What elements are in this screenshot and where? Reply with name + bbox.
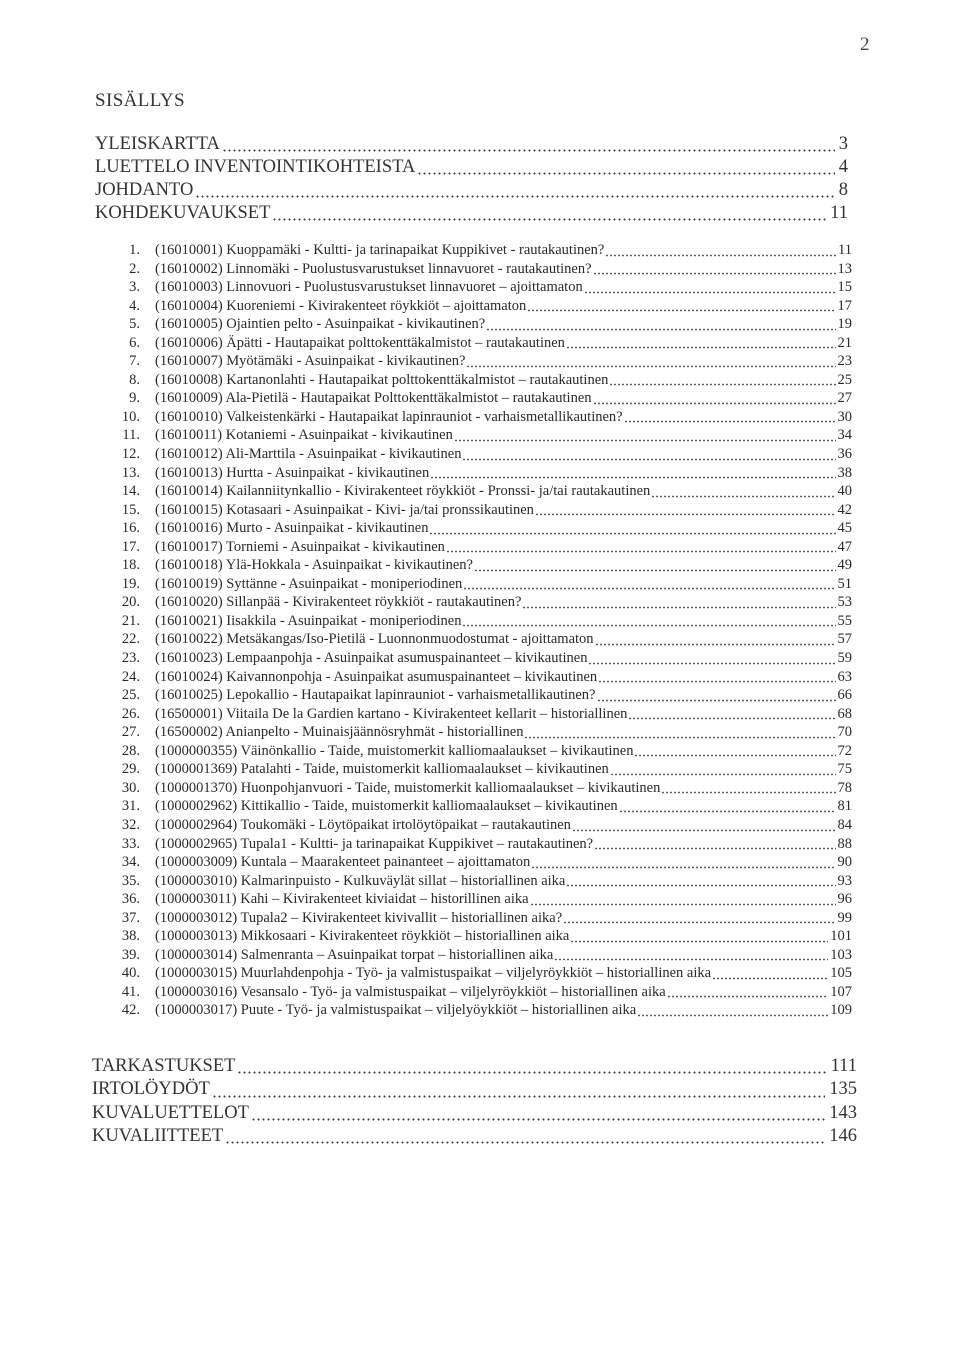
entry-number: 12. bbox=[121, 446, 140, 463]
entry-number: 23. bbox=[121, 650, 140, 667]
dot-leader bbox=[522, 593, 835, 612]
entry-page-number: 11 bbox=[838, 242, 852, 258]
entry-title: (16010011) Kotaniemi - Asuinpaikat - kivikautinen bbox=[155, 427, 453, 444]
entry-page-number: 99 bbox=[837, 909, 852, 926]
entry-page-number: 105 bbox=[830, 965, 852, 982]
section-page-number: 3 bbox=[838, 134, 848, 154]
toc-entry bbox=[110, 426, 852, 445]
dot-leader bbox=[563, 909, 835, 928]
entry-title: (1000002965) Tupala1 - Kultti- ja tarinapaikat Kuppikivet – rautakautinen? bbox=[155, 835, 594, 852]
entry-number: 11. bbox=[122, 427, 140, 444]
dot-leader bbox=[554, 946, 828, 965]
entry-page-number: 36 bbox=[837, 446, 852, 463]
toc-entry bbox=[110, 964, 852, 983]
entry-page-number: 21 bbox=[837, 334, 852, 351]
entry-title: (16010004) Kuoreniemi - Kivirakenteet röykkiöt – ajoittamaton bbox=[155, 297, 527, 314]
dot-leader bbox=[225, 1125, 825, 1148]
entry-title: (16010003) Linnovuori - Puolustusvarustukset linnavuoret – ajoittamaton bbox=[155, 279, 583, 296]
dot-leader bbox=[593, 389, 836, 408]
dot-leader bbox=[609, 371, 835, 390]
entry-page-number: 49 bbox=[837, 557, 852, 574]
dot-leader bbox=[530, 890, 836, 909]
entry-number: 14. bbox=[121, 483, 140, 500]
section-title: KOHDEKUVAUKSET bbox=[95, 203, 271, 223]
dot-leader bbox=[628, 705, 835, 724]
entry-title: (16010009) Ala-Pietilä - Hautapaikat Polttokenttäkalmistot – rautakautinen bbox=[155, 390, 592, 407]
entry-page-number: 34 bbox=[837, 427, 852, 444]
entry-number: 16. bbox=[121, 520, 140, 537]
entry-number: 17. bbox=[121, 538, 140, 555]
entry-title: (1000003017) Puute - Työ- ja valmistuspaikat – viljelyöykkiöt – historiallinen aika bbox=[155, 1002, 637, 1019]
entry-page-number: 96 bbox=[837, 891, 852, 908]
entry-title: (1000003016) Vesansalo - Työ- ja valmistuspaikat – viljelyröykkiöt – historiallinen aika bbox=[155, 983, 666, 1000]
entry-title: (16010018) Ylä-Hokkala - Asuinpaikat - kivikautinen? bbox=[155, 557, 473, 574]
section-page-number: 8 bbox=[838, 180, 848, 200]
toc-entry bbox=[110, 445, 852, 464]
entry-title: (1000002964) Toukomäki - Löytöpaikat irtolöytöpaikat – rautakautinen bbox=[155, 816, 571, 833]
entry-title: (16010019) Syttänne - Asuinpaikat - moniperiodinen bbox=[155, 575, 463, 592]
entry-page-number: 13 bbox=[837, 260, 852, 277]
toc-section-row bbox=[95, 202, 848, 225]
entry-page-number: 30 bbox=[837, 408, 852, 425]
dot-leader bbox=[535, 501, 836, 520]
entry-title: (16010002) Linnomäki - Puolustusvarustukset linnavuoret - rautakautinen? bbox=[155, 260, 592, 277]
toc-entry bbox=[110, 389, 852, 408]
dot-leader bbox=[634, 742, 835, 761]
dot-leader bbox=[624, 408, 836, 427]
entry-title: (1000003012) Tupala2 – Kivirakenteet kivivallit – historiallinen aika? bbox=[155, 909, 563, 926]
entry-number: 3. bbox=[129, 279, 140, 296]
toc-entry bbox=[110, 649, 852, 668]
entry-page-number: 51 bbox=[837, 575, 852, 592]
entry-number: 5. bbox=[129, 316, 140, 333]
toc-entry bbox=[110, 278, 852, 297]
toc-entry bbox=[110, 797, 852, 816]
entry-number: 6. bbox=[129, 334, 140, 351]
section-title: KUVALUETTELOT bbox=[92, 1102, 249, 1123]
entry-title: (1000003010) Kalmarinpuisto - Kulkuväylät sillat – historiallinen aika bbox=[155, 872, 566, 889]
dot-leader bbox=[667, 983, 829, 1002]
toc-entry bbox=[110, 575, 852, 594]
dot-leader bbox=[593, 260, 836, 279]
toc-entry bbox=[110, 760, 852, 779]
entry-title: (16010007) Myötämäki - Asuinpaikat - kivikautinen? bbox=[155, 353, 466, 370]
toc-entry bbox=[110, 408, 852, 427]
entry-title: (16500001) Viitaila De la Gardien kartano - Kivirakenteet kellarit – historiallinen bbox=[155, 705, 628, 722]
entry-title: (16010006) Äpätti - Hautapaikat polttokenttäkalmistot – rautakautinen bbox=[155, 334, 565, 351]
entry-number: 26. bbox=[121, 705, 140, 722]
dot-leader bbox=[463, 575, 835, 594]
dot-leader bbox=[524, 723, 835, 742]
dot-leader bbox=[610, 760, 836, 779]
dot-leader bbox=[251, 1102, 825, 1125]
toc-entry bbox=[110, 946, 852, 965]
toc-entry bbox=[110, 853, 852, 872]
entry-title: (16010001) Kuoppamäki - Kultti- ja tarinapaikat Kuppikivet - rautakautinen? bbox=[155, 242, 605, 258]
dot-leader bbox=[462, 445, 835, 464]
entry-number: 33. bbox=[121, 835, 140, 852]
entry-title: (16010025) Lepokallio - Hautapaikat lapinrauniot - varhaismetallikautinen? bbox=[155, 687, 596, 704]
entry-number: 32. bbox=[121, 816, 140, 833]
entry-page-number: 81 bbox=[837, 798, 852, 815]
toc-entry bbox=[110, 241, 852, 260]
entry-number: 13. bbox=[121, 464, 140, 481]
entry-title: (16010005) Ojaintien pelto - Asuinpaikat - kivikautinen? bbox=[155, 316, 486, 333]
entry-page-number: 45 bbox=[837, 520, 852, 537]
dot-leader bbox=[588, 649, 835, 668]
dot-leader bbox=[661, 779, 835, 798]
dot-leader bbox=[598, 668, 835, 687]
dot-leader bbox=[429, 519, 835, 538]
toc-entry bbox=[110, 909, 852, 928]
entry-title: (16500002) Anianpelto - Muinaisjäännösryhmät - historiallinen bbox=[155, 724, 524, 741]
entry-page-number: 27 bbox=[837, 390, 852, 407]
toc-entry bbox=[110, 464, 852, 483]
dot-leader bbox=[712, 964, 828, 983]
toc-heading: SISÄLLYS bbox=[95, 90, 185, 111]
entry-page-number: 109 bbox=[830, 1002, 852, 1019]
entry-page-number: 72 bbox=[837, 742, 852, 759]
dot-leader bbox=[486, 315, 835, 334]
toc-section-row bbox=[92, 1055, 857, 1078]
entry-page-number: 47 bbox=[837, 538, 852, 555]
entry-title: (16010022) Metsäkangas/Iso-Pietilä - Luonnonmuodostumat - ajoittamaton bbox=[155, 631, 594, 648]
dot-leader bbox=[212, 1078, 825, 1101]
entry-title: (1000003013) Mikkosaari - Kivirakenteet röykkiöt – historiallinen aika bbox=[155, 928, 570, 945]
entry-title: (16010024) Kaivannonpohja - Asuinpaikat asumuspainanteet – kivikautinen bbox=[155, 668, 598, 685]
entry-page-number: 68 bbox=[837, 705, 852, 722]
entry-number: 8. bbox=[129, 371, 140, 388]
dot-leader bbox=[584, 278, 836, 297]
entry-title: (1000002962) Kittikallio - Taide, muistomerkit kalliomaalaukset – kivikautinen bbox=[155, 798, 618, 815]
dot-leader bbox=[566, 872, 835, 891]
dot-leader bbox=[637, 1001, 828, 1020]
entry-number: 28. bbox=[121, 742, 140, 759]
toc-entry bbox=[110, 556, 852, 575]
entry-number: 38. bbox=[121, 928, 140, 945]
entry-title: (16010021) Iisakkila - Asuinpaikat - moniperiodinen bbox=[155, 612, 462, 629]
entry-page-number: 25 bbox=[837, 371, 852, 388]
entry-number: 4. bbox=[129, 297, 140, 314]
section-title: JOHDANTO bbox=[95, 180, 194, 200]
entry-number: 20. bbox=[121, 594, 140, 611]
entry-page-number: 93 bbox=[837, 872, 852, 889]
entry-page-number: 84 bbox=[837, 816, 852, 833]
dot-leader bbox=[446, 538, 836, 557]
toc-section-row bbox=[92, 1125, 857, 1148]
toc-entry bbox=[110, 482, 852, 501]
entry-number: 24. bbox=[121, 668, 140, 685]
entry-number: 1. bbox=[129, 242, 140, 258]
dot-leader bbox=[527, 297, 835, 316]
entry-number: 41. bbox=[121, 983, 140, 1000]
toc-entry bbox=[110, 742, 852, 761]
dot-leader bbox=[195, 179, 834, 202]
entry-title: (1000000355) Väinönkallio - Taide, muistomerkit kalliomaalaukset – kivikautinen bbox=[155, 742, 634, 759]
toc-entry bbox=[110, 260, 852, 279]
entry-number: 39. bbox=[121, 946, 140, 963]
entry-page-number: 66 bbox=[837, 687, 852, 704]
entry-number: 42. bbox=[121, 1002, 140, 1019]
toc-entry bbox=[110, 723, 852, 742]
section-title: LUETTELO INVENTOINTIKOHTEISTA bbox=[95, 157, 416, 177]
dot-leader bbox=[222, 133, 835, 156]
entry-page-number: 40 bbox=[837, 483, 852, 500]
dot-leader bbox=[619, 797, 836, 816]
toc-section-row bbox=[95, 179, 848, 202]
entry-title: (1000001370) Huonpohjanvuori - Taide, muistomerkit kalliomaalaukset – kivikautinen bbox=[155, 779, 661, 796]
section-title: IRTOLÖYDÖT bbox=[92, 1079, 210, 1100]
entry-page-number: 53 bbox=[837, 594, 852, 611]
entry-number: 35. bbox=[121, 872, 140, 889]
toc-section-row bbox=[92, 1078, 857, 1101]
toc-entry bbox=[110, 890, 852, 909]
entry-number: 31. bbox=[121, 798, 140, 815]
entry-number: 40. bbox=[121, 965, 140, 982]
entry-number: 25. bbox=[121, 687, 140, 704]
site-entries-list bbox=[110, 241, 852, 1020]
toc-entry bbox=[110, 686, 852, 705]
toc-entry bbox=[110, 1001, 852, 1020]
appendix-sections-list bbox=[92, 1055, 857, 1148]
dot-leader bbox=[237, 1055, 826, 1078]
dot-leader bbox=[531, 853, 835, 872]
entry-title: (16010010) Valkeistenkärki - Hautapaikat lapinrauniot - varhaismetallikautinen? bbox=[155, 408, 623, 425]
entry-page-number: 88 bbox=[837, 835, 852, 852]
dot-leader bbox=[651, 482, 835, 501]
toc-entry bbox=[110, 705, 852, 724]
dot-leader bbox=[417, 156, 834, 179]
entry-title: (16010017) Torniemi - Asuinpaikat - kivikautinen bbox=[155, 538, 445, 555]
entry-title: (16010016) Murto - Asuinpaikat - kivikautinen bbox=[155, 520, 429, 537]
entry-title: (1000003015) Muurlahdenpohja - Työ- ja valmistuspaikat – viljelyröykkiöt – historiallinen aika bbox=[155, 965, 712, 982]
entry-number: 9. bbox=[129, 390, 140, 407]
entry-page-number: 90 bbox=[837, 854, 852, 871]
dot-leader bbox=[572, 816, 836, 835]
section-page-number: 111 bbox=[830, 1056, 857, 1076]
toc-section-row bbox=[92, 1102, 857, 1125]
entry-number: 27. bbox=[121, 724, 140, 741]
section-page-number: 143 bbox=[829, 1102, 857, 1123]
dot-leader bbox=[466, 352, 835, 371]
toc-entry bbox=[110, 835, 852, 854]
toc-section-row bbox=[95, 133, 848, 156]
main-sections-list bbox=[95, 133, 848, 225]
toc-entry bbox=[110, 872, 852, 891]
entry-number: 2. bbox=[129, 260, 140, 277]
toc-entry bbox=[110, 816, 852, 835]
entry-page-number: 107 bbox=[830, 983, 852, 1000]
section-title: KUVALIITTEET bbox=[92, 1125, 224, 1146]
toc-entry bbox=[110, 630, 852, 649]
entry-number: 29. bbox=[121, 761, 140, 778]
section-page-number: 4 bbox=[838, 157, 848, 177]
toc-entry bbox=[110, 334, 852, 353]
section-page-number: 146 bbox=[829, 1125, 857, 1146]
toc-section-row bbox=[95, 156, 848, 179]
toc-entry bbox=[110, 501, 852, 520]
entry-number: 21. bbox=[121, 612, 140, 629]
entry-page-number: 75 bbox=[837, 761, 852, 778]
dot-leader bbox=[570, 927, 828, 946]
entry-title: (1000003009) Kuntala – Maarakenteet painanteet – ajoittamaton bbox=[155, 854, 531, 871]
entry-title: (16010012) Ali-Marttila - Asuinpaikat - kivikautinen bbox=[155, 446, 462, 463]
toc-entry bbox=[110, 668, 852, 687]
toc-entry bbox=[110, 371, 852, 390]
toc-entry bbox=[110, 983, 852, 1002]
dot-leader bbox=[605, 241, 836, 260]
entry-title: (16010023) Lempaanpohja - Asuinpaikat asumuspainanteet – kivikautinen bbox=[155, 650, 588, 667]
toc-entry bbox=[110, 612, 852, 631]
entry-title: (1000003011) Kahi – Kivirakenteet kiviaidat – historillinen aika bbox=[155, 891, 529, 908]
entry-page-number: 17 bbox=[837, 297, 852, 314]
entry-page-number: 63 bbox=[837, 668, 852, 685]
section-title: YLEISKARTTA bbox=[95, 134, 220, 154]
entry-number: 18. bbox=[121, 557, 140, 574]
entry-title: (1000003014) Salmenranta – Asuinpaikat torpat – historiallinen aika bbox=[155, 946, 554, 963]
dot-leader bbox=[594, 835, 835, 854]
entry-title: (16010014) Kailanniitynkallio - Kivirakenteet röykkiöt - Pronssi- ja/tai rautakautinen bbox=[155, 483, 651, 500]
dot-leader bbox=[595, 630, 836, 649]
entry-number: 7. bbox=[129, 353, 140, 370]
entry-number: 36. bbox=[121, 891, 140, 908]
entry-number: 37. bbox=[121, 909, 140, 926]
entry-title: (1000001369) Patalahti - Taide, muistomerkit kalliomaalaukset – kivikautinen bbox=[155, 761, 609, 778]
toc-entry bbox=[110, 315, 852, 334]
entry-page-number: 19 bbox=[837, 316, 852, 333]
entry-number: 10. bbox=[121, 408, 140, 425]
entry-page-number: 101 bbox=[830, 928, 852, 945]
entry-title: (16010020) Sillanpää - Kivirakenteet röykkiöt - rautakautinen? bbox=[155, 594, 522, 611]
entry-page-number: 55 bbox=[837, 612, 852, 629]
entry-page-number: 59 bbox=[837, 650, 852, 667]
dot-leader bbox=[272, 202, 826, 225]
dot-leader bbox=[430, 464, 835, 483]
toc-entry bbox=[110, 352, 852, 371]
entry-page-number: 42 bbox=[837, 501, 852, 518]
toc-entry bbox=[110, 779, 852, 798]
dot-leader bbox=[454, 426, 836, 445]
toc-entry bbox=[110, 593, 852, 612]
section-page-number: 135 bbox=[829, 1079, 857, 1100]
entry-number: 30. bbox=[121, 779, 140, 796]
section-page-number: 11 bbox=[830, 203, 848, 223]
dot-leader bbox=[474, 556, 836, 575]
entry-page-number: 23 bbox=[837, 353, 852, 370]
toc-entry bbox=[110, 538, 852, 557]
toc-entry bbox=[110, 927, 852, 946]
dot-leader bbox=[566, 334, 836, 353]
entry-number: 15. bbox=[121, 501, 140, 518]
entry-page-number: 15 bbox=[837, 279, 852, 296]
entry-page-number: 70 bbox=[837, 724, 852, 741]
section-title: TARKASTUKSET bbox=[92, 1056, 236, 1076]
toc-entry bbox=[110, 297, 852, 316]
entry-page-number: 57 bbox=[837, 631, 852, 648]
dot-leader bbox=[462, 612, 835, 631]
entry-number: 22. bbox=[121, 631, 140, 648]
entry-number: 19. bbox=[121, 575, 140, 592]
entry-page-number: 103 bbox=[830, 946, 852, 963]
dot-leader bbox=[597, 686, 836, 705]
entry-page-number: 78 bbox=[837, 779, 852, 796]
entry-page-number: 38 bbox=[837, 464, 852, 481]
entry-title: (16010013) Hurtta - Asuinpaikat - kivikautinen bbox=[155, 464, 430, 481]
page-number: 2 bbox=[860, 34, 870, 55]
entry-number: 34. bbox=[121, 854, 140, 871]
toc-entry bbox=[110, 519, 852, 538]
entry-title: (16010008) Kartanonlahti - Hautapaikat polttokenttäkalmistot – rautakautinen bbox=[155, 371, 609, 388]
entry-title: (16010015) Kotasaari - Asuinpaikat - Kivi- ja/tai pronssikautinen bbox=[155, 501, 534, 518]
